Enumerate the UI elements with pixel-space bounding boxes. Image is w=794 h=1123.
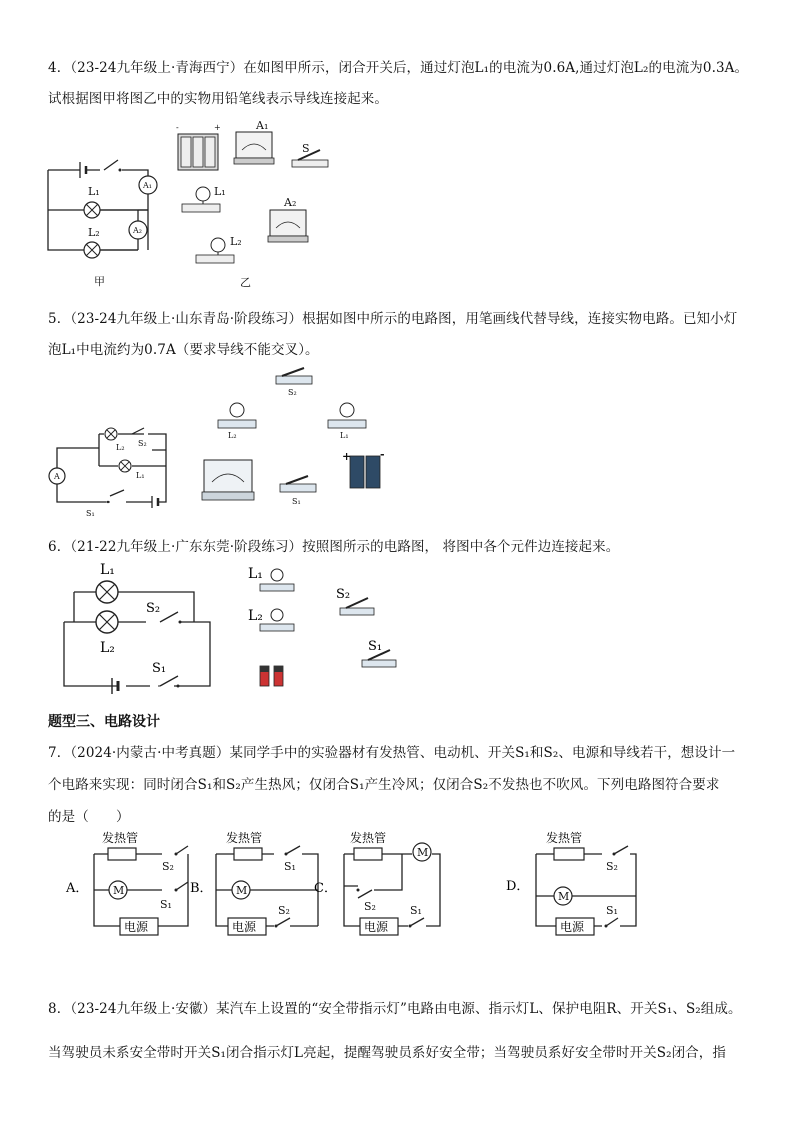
q5-circuit-s1-label: S₁ (86, 509, 95, 518)
q4-yi-s-label: S (302, 142, 310, 155)
q7-option-d-circuit (506, 828, 646, 953)
q7-b-s1: S₁ (284, 860, 296, 873)
q4-battery-pack-icon (176, 123, 221, 170)
q7-c-s1: S₁ (410, 904, 422, 917)
q6-text-line1: 6．（21-22九年级上·广东东莞·阶段练习）按照图所示的电路图， 将图中各个元件边连接起来。 (48, 539, 620, 555)
q5-lamp-l2-symbol (105, 428, 125, 452)
q4-jia-caption: 甲 (94, 275, 105, 288)
q4-circuit-jia (40, 150, 160, 290)
q6-obj-s1-label: S₁ (368, 639, 383, 654)
q7-a-s2: S₂ (162, 860, 174, 873)
q7-d-s2: S₂ (606, 860, 618, 873)
q7-d-s1: S₁ (606, 904, 618, 917)
q6-lamp-l1-symbol (96, 562, 118, 603)
q4-yi-l2-label: L₂ (230, 235, 242, 248)
q5-text-line1: 5．（23-24九年级上·山东青岛·阶段练习）根据如图中所示的电路图，用笔画线代替导线，连接实物电路。已知小灯 (48, 311, 738, 327)
q5-battery-icon (342, 448, 385, 488)
q7-a-s1: S₁ (160, 898, 172, 911)
q5-switch-s2-icon (276, 368, 312, 397)
q5-lamp-l2-icon (218, 403, 256, 440)
q7-c-heater: 发热管 (350, 831, 387, 845)
q7-c-letter: C． (314, 881, 337, 896)
q7-a-source: 电源 (124, 920, 149, 934)
q5-obj-s2-label: S₂ (288, 388, 297, 397)
q4-text-line2: 试根据图甲将图乙中的实物用铅笔线表示导线连接起来。 (48, 91, 388, 107)
q7-d-motor: M (558, 890, 570, 903)
q7-text-line1: 7．（2024·内蒙古·中考真题）某同学手中的实验器材有发热管、电动机、开关S₁和S₂、电源和导线若干，想设计一 (48, 745, 736, 761)
q4-objects-yi (170, 118, 370, 290)
q6-obj-s2-label: S₂ (336, 587, 351, 602)
q7-d-letter: D． (506, 879, 530, 894)
q6-circuit-s2-label: S₂ (146, 601, 161, 616)
q6-circuit-diagram (60, 560, 220, 695)
q5-battery-minus: - (380, 448, 385, 461)
q5-circuit-diagram (44, 420, 174, 520)
q5-circuit-l2-label: L₂ (116, 443, 125, 452)
q6-circuit-s1-label: S₁ (152, 661, 167, 676)
q5-circuit-s2-label: S₂ (138, 439, 147, 448)
q7-b-source: 电源 (232, 920, 257, 934)
q6-objects (244, 560, 414, 690)
q5-objects (200, 368, 390, 520)
q4-ammeter-a1-icon (234, 119, 274, 164)
q6-lamp-l2-icon (248, 608, 294, 631)
svg-text:-: - (176, 123, 179, 132)
q5-text-line2: 泡L₁中电流约为0.7A（要求导线不能交叉）。 (48, 342, 319, 358)
q6-lamp-l2-symbol (96, 611, 118, 656)
q4-lamp-l2-symbol (84, 226, 100, 258)
q5-circuit-a-label: A (54, 472, 60, 481)
q6-circuit-l2-label: L₂ (100, 640, 115, 656)
q6-lamp-l1-icon (248, 566, 294, 591)
q5-lamp-l1-symbol (119, 460, 145, 480)
q6-battery-icon (260, 666, 283, 686)
q7-a-letter: A． (66, 881, 89, 896)
q5-obj-l2-label: L₂ (228, 431, 237, 440)
svg-text:+: + (214, 123, 221, 132)
q6-obj-l1-label: L₁ (248, 566, 263, 582)
q5-switch-s1-icon (280, 476, 316, 506)
q7-c-s2: S₂ (364, 900, 376, 913)
q7-d-source: 电源 (560, 920, 585, 934)
q7-option-c-circuit (314, 828, 454, 953)
q5-obj-s1-label: S₁ (292, 497, 301, 506)
q5-ammeter-symbol (49, 468, 65, 484)
q6-obj-l2-label: L₂ (248, 608, 263, 624)
q4-text-line1: 4．（23-24九年级上·青海西宁）在如图甲所示，闭合开关后，通过灯泡L₁的电流为0.6A,通过灯泡L₂的电流为0.3A。 (48, 60, 749, 76)
q5-ammeter-icon (202, 460, 254, 500)
q7-c-motor: M (417, 846, 429, 859)
q5-battery-plus: + (342, 450, 352, 463)
q8-text-line2: 当驾驶员未系安全带时开关S₁闭合指示灯L亮起，提醒驾驶员系好安全带；当驾驶员系好安全带时开关S₂闭合，指 (48, 1045, 726, 1061)
q7-b-s2: S₂ (278, 904, 290, 917)
q4-yi-caption: 乙 (240, 276, 251, 289)
q7-b-heater: 发热管 (226, 831, 263, 845)
q5-switch-s2-symbol (132, 428, 147, 448)
q5-circuit-l1-label: L₁ (136, 471, 145, 480)
q7-option-a-circuit (64, 828, 204, 953)
q7-text-line2: 个电路来实现：同时闭合S₁和S₂产生热风；仅闭合S₁产生冷风；仅闭合S₂不发热也不吹风。下列电路图符合要求 (48, 777, 720, 793)
q4-jia-a1-label: A₁ (143, 181, 152, 190)
q4-jia-l2-label: L₂ (88, 226, 100, 239)
q4-jia-a2-label: A₂ (133, 226, 142, 235)
q4-ammeter-a2-symbol (129, 221, 147, 239)
q4-lamp-l1-icon (182, 185, 226, 212)
q7-c-source: 电源 (364, 920, 389, 934)
q4-jia-l1-label: L₁ (88, 185, 100, 198)
q7-a-heater: 发热管 (102, 831, 139, 845)
q4-yi-a1-label: A₁ (256, 119, 269, 132)
q4-switch-s-icon (292, 142, 328, 167)
q6-switch-s2-icon (336, 587, 374, 615)
q7-b-letter: B． (190, 881, 213, 896)
q4-yi-l1-label: L₁ (214, 185, 226, 198)
q7-a-motor: M (113, 884, 125, 897)
q7-text-line3: 的是（ ） (48, 809, 130, 825)
q5-lamp-l1-icon (328, 403, 366, 440)
q6-circuit-l1-label: L₁ (100, 562, 115, 578)
q4-yi-a2-label: A₂ (284, 196, 297, 209)
q6-switch-s1-icon (362, 639, 396, 667)
q4-lamp-l2-icon (196, 235, 242, 263)
q4-lamp-l1-symbol (84, 185, 100, 218)
q8-text-line1: 8．（23-24九年级上·安徽）某汽车上设置的“安全带指示灯”电路由电源、指示灯L、保护电阻R、开关S₁、S₂组成。 (48, 1001, 742, 1017)
q4-ammeter-a2-icon (268, 196, 308, 242)
q5-obj-l1-label: L₁ (340, 431, 349, 440)
q7-option-b-circuit (190, 828, 330, 953)
section3-heading: 题型三、电路设计 (48, 714, 160, 730)
q4-ammeter-a1-symbol (139, 176, 157, 194)
q7-b-motor: M (236, 884, 248, 897)
q7-d-heater: 发热管 (546, 831, 583, 845)
